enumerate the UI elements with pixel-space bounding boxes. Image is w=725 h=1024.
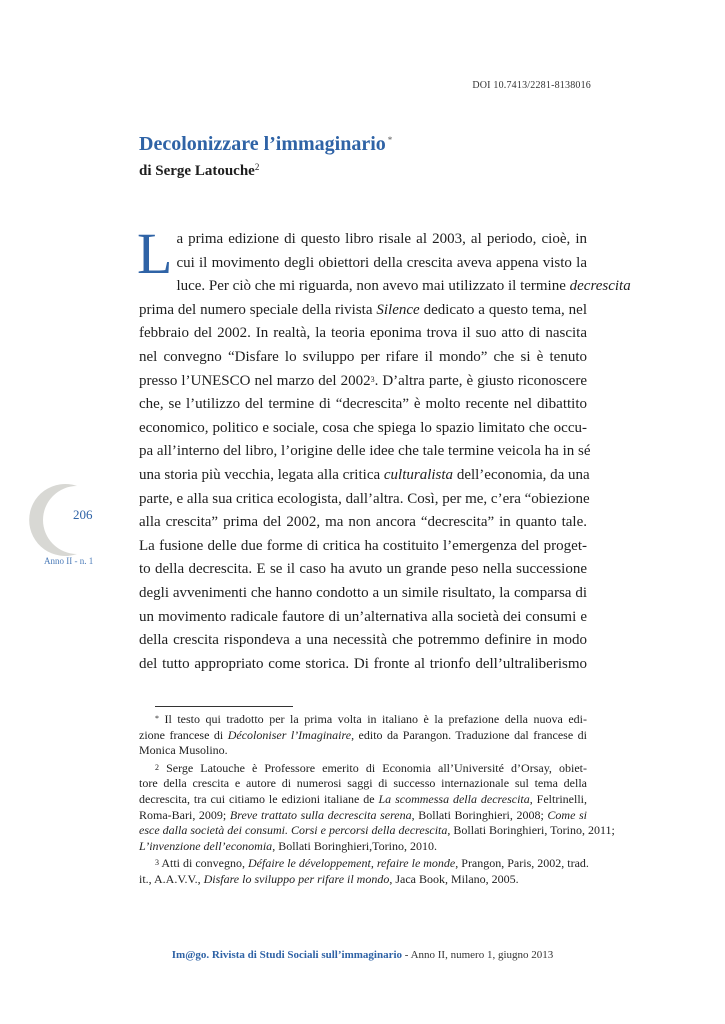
article-author [139, 163, 259, 180]
body-text: . D’altra parte, è giusto riconoscere [374, 372, 587, 389]
footnote-text: decrescita, tra cui citiamo le edizioni italiane de [139, 791, 379, 806]
body-line: to della decrescita. E se il caso ha avuto un grande peso nella successione [139, 561, 587, 578]
margin-issue-label: Anno II - n. 1 [44, 556, 94, 566]
body-italic: Silence [376, 301, 420, 318]
body-text: luce. Per ciò che mi riguarda, non avevo mai utilizzato il termine [176, 278, 570, 295]
body-text: presso l’UNESCO nel marzo del 2002 [139, 372, 371, 389]
footnote-italic: Décoloniser l’Imaginaire [227, 727, 352, 742]
body-line: cui il movimento degli obiettori della crescita aveva appena visto la [176, 254, 587, 271]
footer-issue: - Anno II, numero 1, giugno 2013 [402, 949, 554, 961]
body-text: dedicato a questo tema, nel [419, 301, 587, 318]
doi-label: DOI 10.7413/2281-8138016 [472, 80, 591, 91]
page-footer [0, 949, 725, 961]
footnote-line [139, 823, 615, 839]
footnote-line [139, 856, 587, 872]
body-text: prima del numero speciale della rivista [139, 301, 377, 318]
footnote-text: Roma-Bari, 2009; [139, 807, 230, 822]
body-line: parte, e alla sua critica ecologista, dall’altra. Così, per me, c’era “obiezione [139, 490, 590, 507]
footnote-text: , Bollati Boringhieri, 2008; [411, 807, 548, 822]
footnote-mark: 2 [155, 762, 159, 772]
footnote-text: Il testo qui tradotto per la prima volta in italiano è la prefazione della nuova edi- [159, 712, 587, 726]
article-title [139, 133, 392, 156]
footnotes [139, 712, 615, 890]
body-line: che, se l’utilizzo del termine di “decrescita” è molto recente nel dibattito [139, 396, 587, 413]
footnote-italic: Défaire le développement, refaire le monde [248, 856, 456, 871]
footnote-italic: esce dalla società dei consumi. Corsi e percorsi della decrescita [139, 823, 448, 838]
footnote-text: Serge Latouche è Professore emerito di Economia all’Université d’Orsay, obiet- [159, 760, 587, 775]
footnote-divider [155, 706, 293, 707]
footnote-italic: L’invenzione dell’economia [139, 838, 273, 853]
author-name: di Serge Latouche [139, 163, 255, 179]
body-line [139, 299, 587, 323]
article-body [137, 221, 631, 676]
footnote-line [139, 712, 587, 728]
body-line: della crescita rispondeva a una necessità che potremmo definire in modo [139, 632, 587, 649]
body-line: un movimento radicale fautore di un’alternativa alla società dei consumi e [139, 608, 587, 625]
body-line: economico, politico e sociale, cosa che spiega lo spazio limitato che occu- [139, 419, 587, 436]
body-line: La fusione delle due forme di critica ha costituito l’emergenza del proget- [139, 537, 587, 554]
body-italic: decrescita [569, 278, 631, 295]
footnote-line: Monica Musolino. [139, 743, 228, 758]
body-line: febbraio del 2002. In realtà, la teoria eponima trova il suo atto di nascita [139, 325, 587, 342]
footnote-text: Atti di convegno, [159, 856, 248, 871]
footnote-1 [139, 712, 587, 759]
title-footnote-mark[interactable]: * [387, 135, 393, 145]
footnote-italic: La scommessa della decrescita [378, 791, 530, 806]
body-text: dell’economia, da una [453, 466, 590, 483]
footnote-line [139, 872, 587, 888]
footnote-3 [139, 856, 587, 887]
drop-cap: L [137, 221, 173, 286]
footnote-text: , Feltrinelli, [529, 791, 588, 806]
body-line [139, 464, 590, 488]
body-line: a prima edizione di questo libro risale al 2003, al periodo, cioè, in [176, 231, 587, 247]
body-line: degli avvenimenti che hanno condotto a un simile risultato, la comparsa di [139, 584, 587, 601]
body-line: nel convegno “Disfare lo sviluppo per rifare il mondo” che si è tenuto [139, 348, 587, 365]
article-title-text: Decolonizzare l’immaginario [139, 133, 386, 155]
body-text: una storia più vecchia, legata alla critica [139, 466, 384, 483]
body-italic: culturalista [383, 466, 454, 483]
footnote-mark: 3 [155, 858, 159, 868]
footnote-text: , Prangon, Paris, 2002, trad. [455, 856, 589, 871]
footnote-italic: Breve trattato sulla decrescita serena [229, 807, 412, 822]
footnote-italic: Disfare lo sviluppo per rifare il mondo [203, 871, 390, 886]
footnote-line [139, 808, 587, 824]
body-line: pa all’interno del libro, l’origine delle idee che tale termine veicola ha in sé [139, 443, 591, 460]
footnote-text: , Bollati Boringhieri,Torino, 2010. [272, 838, 437, 853]
footnote-italic: Come si [547, 807, 588, 822]
body-line: del tutto appropriato come storica. Di fronte al trionfo dell’ultraliberismo [139, 655, 587, 672]
journal-name: Im@go. Rivista di Studi Sociali sull’immaginario [171, 949, 403, 961]
footnote-line: tore della crescita e autore di numerosi saggi di successo internazionale sul tema della [139, 776, 587, 791]
crescent-moon-icon [25, 480, 105, 560]
footnote-ref-3[interactable]: 3 [370, 374, 375, 384]
body-line [139, 275, 631, 299]
footnote-text: , edito da Parangon. Traduzione dal francese di [351, 727, 587, 742]
footnote-mark: * [155, 714, 159, 723]
footnote-2 [139, 760, 615, 855]
footnote-text: , Bollati Boringhieri, Torino, 2011; [447, 823, 615, 838]
footnote-line [139, 792, 587, 808]
footnote-line [139, 839, 587, 855]
footnote-text: it., A.A.V.V., [139, 871, 204, 886]
footnote-line [139, 761, 587, 777]
page-number: 206 [73, 507, 93, 522]
footnote-text: zione francese di [139, 727, 228, 742]
footnote-text: , Jaca Book, Milano, 2005. [389, 871, 519, 886]
body-line [139, 370, 587, 394]
footnote-line [139, 728, 587, 744]
body-line: alla crescita” prima del 2002, ma non ancora “decrescita” in quanto tale. [139, 514, 587, 531]
author-footnote-mark[interactable]: 2 [254, 162, 260, 172]
